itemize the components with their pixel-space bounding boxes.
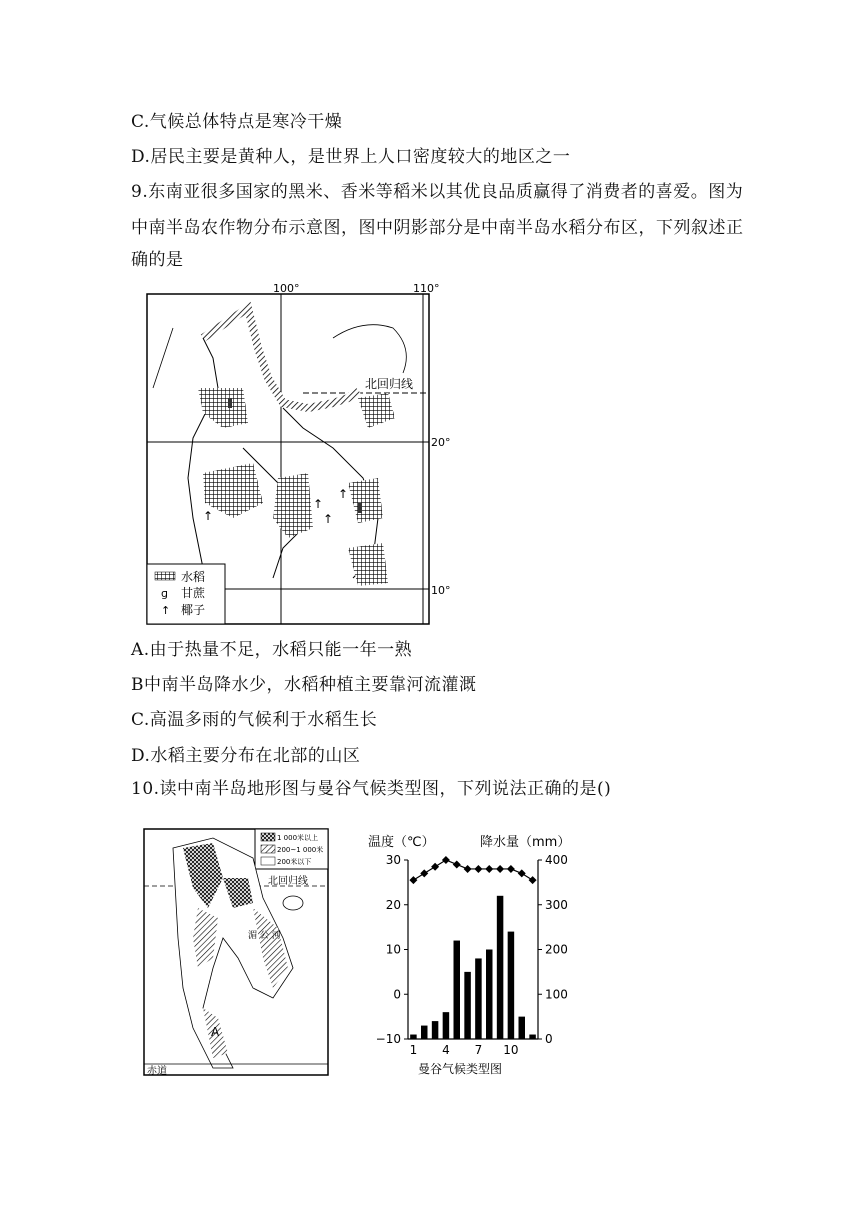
left-axis-title: 温度（℃）	[368, 835, 435, 850]
right-tick-label: 100	[545, 987, 568, 1002]
tropic-label-2: 北回归线	[268, 876, 308, 887]
legend-sugarcane: 甘蔗	[181, 586, 206, 600]
precip-bar	[529, 1035, 536, 1039]
left-tick-label: −10	[375, 1032, 401, 1046]
temperature-point	[474, 865, 482, 873]
left-tick-label: 20	[385, 897, 401, 912]
precip-bar	[497, 896, 504, 1039]
temperature-point	[518, 869, 526, 877]
bangkok-climate-chart	[360, 828, 571, 1083]
lat-20-label: 20°	[431, 436, 451, 449]
svg-text:↑: ↑	[313, 497, 324, 511]
legend-coconut: 椰子	[181, 603, 206, 617]
terrain-map	[143, 828, 329, 1078]
legend-above-1000: 1 000米以上	[277, 834, 319, 842]
tropic-label: 北回归线	[365, 377, 414, 391]
svg-text:ɡ: ɡ	[161, 587, 168, 600]
left-tick-label: 0	[393, 987, 401, 1002]
label-a: A	[211, 1025, 220, 1039]
option-c: C.高温多雨的气候利于水稻生长	[131, 710, 378, 730]
legend-below-200: 200米以下	[277, 858, 312, 866]
right-tick-label: 0	[545, 1032, 553, 1046]
right-tick-label: 400	[545, 853, 568, 867]
lon-100-label: 100°	[273, 282, 300, 295]
crop-distribution-map	[133, 278, 451, 628]
precip-bar	[464, 972, 471, 1039]
temperature-point	[507, 865, 515, 873]
precip-bar	[454, 941, 461, 1039]
river-label: 湄 公 河	[248, 931, 281, 941]
temperature-point	[496, 865, 504, 873]
temperature-point	[453, 860, 461, 868]
question-9-line-3: 确的是	[131, 250, 184, 270]
temperature-point	[409, 876, 417, 884]
option-d-prev: D.居民主要是黄种人，是世界上人口密度较大的地区之一	[131, 147, 571, 167]
precip-bar	[432, 1021, 439, 1039]
temperature-point	[431, 863, 439, 871]
precip-bar	[486, 950, 493, 1040]
left-tick-label: 30	[385, 853, 401, 867]
temperature-point	[485, 865, 493, 873]
svg-text:↑: ↑	[338, 487, 349, 501]
temperature-line	[413, 860, 532, 880]
temperature-point	[529, 876, 537, 884]
precip-bar	[475, 958, 482, 1039]
precip-bar	[519, 1017, 526, 1039]
month-tick-label: 1	[409, 1043, 418, 1057]
lon-110-label: 110°	[413, 282, 440, 295]
legend-200-1000: 200~1 000米	[277, 846, 324, 854]
precip-bar	[443, 1012, 450, 1039]
temperature-point	[464, 865, 472, 873]
temperature-point	[420, 869, 428, 877]
month-tick-label: 10	[503, 1043, 519, 1057]
equator-label: 赤道	[147, 1066, 167, 1077]
svg-text:↑: ↑	[161, 604, 171, 617]
svg-text:↑: ↑	[323, 512, 334, 526]
option-b: B中南半岛降水少，水稻种植主要靠河流灌溉	[131, 675, 477, 695]
question-9-line-1: 9.东南亚很多国家的黑米、香米等稻米以其优良品质赢得了消费者的喜爱。图为	[131, 182, 744, 202]
chart-title: 曼谷气候类型图	[417, 1062, 503, 1076]
left-tick-label: 10	[385, 942, 401, 957]
option-d: D.水稻主要分布在北部的山区	[131, 746, 361, 766]
lat-10-label: 10°	[431, 584, 451, 597]
precip-bar	[508, 932, 515, 1039]
right-tick-label: 200	[545, 942, 568, 957]
temperature-point	[442, 856, 450, 864]
month-tick-label: 4	[442, 1043, 450, 1057]
option-a: A.由于热量不足，水稻只能一年一熟	[131, 640, 413, 660]
legend-rice: 水稻	[181, 570, 206, 584]
right-axis-title: 降水量（mm）	[480, 835, 571, 850]
precip-bar	[421, 1026, 428, 1039]
svg-text:↑: ↑	[203, 509, 214, 523]
option-c-prev: C.气候总体特点是寒冷干燥	[131, 112, 343, 132]
right-tick-label: 300	[545, 897, 568, 912]
precip-bar	[410, 1035, 417, 1039]
question-9-line-2: 中南半岛农作物分布示意图，图中阴影部分是中南半岛水稻分布区，下列叙述正	[131, 218, 744, 238]
month-tick-label: 7	[474, 1043, 483, 1057]
question-10: 10.读中南半岛地形图与曼谷气候类型图，下列说法正确的是()	[131, 779, 612, 799]
